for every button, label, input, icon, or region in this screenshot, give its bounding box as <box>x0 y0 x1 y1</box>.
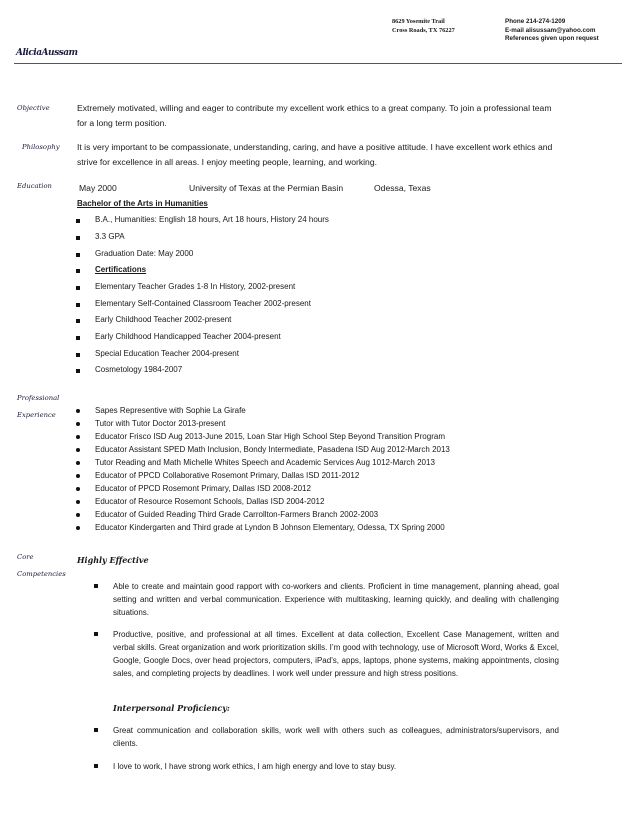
core-heading: Highly Effective <box>77 555 149 565</box>
education-item: Graduation Date: May 2000 <box>95 249 194 258</box>
square-bullet-icon <box>94 584 98 588</box>
education-item: Early Childhood Teacher 2002-present <box>95 315 232 324</box>
experience-label-line2: Experience <box>17 411 56 419</box>
experience-item: Sapes Representive with Sophie La Girafe <box>95 406 246 415</box>
core-label-line1: Core <box>17 553 34 561</box>
address-block <box>392 18 455 35</box>
experience-label-line1: Professional <box>17 394 60 402</box>
experience-item: Educator Frisco ISD Aug 2013-June 2015, Loan Star High School Step Beyond Transition Program <box>95 432 445 441</box>
core-paragraph <box>113 724 559 750</box>
experience-item: Educator of PPCD Rosemont Primary, Dallas ISD 2008-2012 <box>95 484 311 493</box>
references-text: References given upon request <box>505 35 599 42</box>
philosophy-label: Philosophy <box>22 143 60 151</box>
objective-label: Objective <box>17 104 50 112</box>
education-item: Cosmetology 1984-2007 <box>95 365 183 374</box>
core-paragraph-text: Productive, positive, and professional at all times. Excellent at data collection, Excellent Case Management, written and verbal skills. Great organization and work prioritization skills. I’m good with technology, use of Microsoft Word, Works & Excel, Google, Google Docs, over head projectors, computers, iPad’s, apps, laptops, phone systems, making appointments, closing sales, and completing projects by deadlines. I work well under pressure and high stress positions. <box>113 630 559 678</box>
core-label <box>17 549 66 583</box>
experience-item: Educator of PPCD Collaborative Rosemont Primary, Dallas ISD 2011-2012 <box>95 471 360 480</box>
education-date: May 2000 <box>79 183 117 193</box>
education-item: B.A., Humanities: English 18 hours, Art 18 hours, History 24 hours <box>95 215 329 224</box>
education-item: Special Education Teacher 2004-present <box>95 349 239 358</box>
objective-text: Extremely motivated, willing and eager to contribute my excellent work ethics to a great company. To join a professional team for a long term position. <box>77 103 552 128</box>
core-paragraph <box>113 580 559 619</box>
experience-item: Tutor with Tutor Doctor 2013-present <box>95 419 226 428</box>
email-text: E-mail alisussam@yahoo.com <box>505 26 596 34</box>
education-item: Elementary Teacher Grades 1-8 In History, 2002-present <box>95 282 296 291</box>
experience-item: Educator of Guided Reading Third Grade Carrollton-Farmers Branch 2002-2003 <box>95 510 379 519</box>
experience-item: Educator Assistant SPED Math Inclusion, Bondy Intermediate, Pasadena ISD Aug 2012-March 2013 <box>95 445 450 454</box>
square-bullet-icon <box>94 728 98 732</box>
square-bullet-icon <box>94 632 98 636</box>
certifications-heading: Certifications <box>95 265 147 274</box>
education-item: 3.3 GPA <box>95 232 125 241</box>
experience-item: Educator Kindergarten and Third grade at Lyndon B Johnson Elementary, Odessa, TX Spring 2000 <box>95 523 445 532</box>
education-item: Elementary Self-Contained Classroom Teacher 2002-present <box>95 299 311 308</box>
education-location: Odessa, Texas <box>374 183 431 193</box>
core-paragraph-text: Able to create and maintain good rapport with co-workers and clients. Proficient in time management, planning ahead, goal setting and written and verbal communication. Experience with multitasking, learning quickly, and dealing with challenging situations. <box>113 582 559 617</box>
education-label: Education <box>17 182 52 190</box>
phone-text: Phone 214-274-1209 <box>505 18 566 25</box>
core-paragraph <box>113 628 559 680</box>
experience-item: Tutor Reading and Math Michelle Whites Speech and Academic Services Aug 1012-March 2013 <box>95 458 435 467</box>
interpersonal-heading: Interpersonal Proficiency: <box>113 703 230 713</box>
address-line-1: 8629 Yosemite Trail <box>392 18 445 25</box>
experience-label <box>17 390 59 424</box>
education-school: University of Texas at the Permian Basin <box>189 183 344 193</box>
core-paragraph-text: Great communication and collaboration skills, work well with others such as colleagues, administrators/supervisors, and clients. <box>113 726 559 748</box>
experience-item: Educator of Resource Rosemont Schools, Dallas ISD 2004-2012 <box>95 497 325 506</box>
education-degree: Bachelor of the Arts in Humanities <box>77 199 208 208</box>
contact-block <box>505 18 599 44</box>
philosophy-text: It is very important to be compassionate, understanding, caring, and have a positive attitude. I have excellent work ethics and strive for excellence in all areas. I enjoy meeting people, learning, and working. <box>77 142 553 167</box>
address-line-2: Cross Roads, TX 76227 <box>392 26 455 34</box>
header-divider <box>14 63 622 64</box>
core-label-line2: Competencies <box>17 570 66 578</box>
core-paragraph <box>113 760 559 773</box>
candidate-name: AliciaAussam <box>16 48 78 58</box>
education-item: Early Childhood Handicapped Teacher 2004-present <box>95 332 281 341</box>
core-paragraph-text: I love to work, I have strong work ethics, I am high energy and love to stay busy. <box>113 762 397 771</box>
square-bullet-icon <box>94 764 98 768</box>
